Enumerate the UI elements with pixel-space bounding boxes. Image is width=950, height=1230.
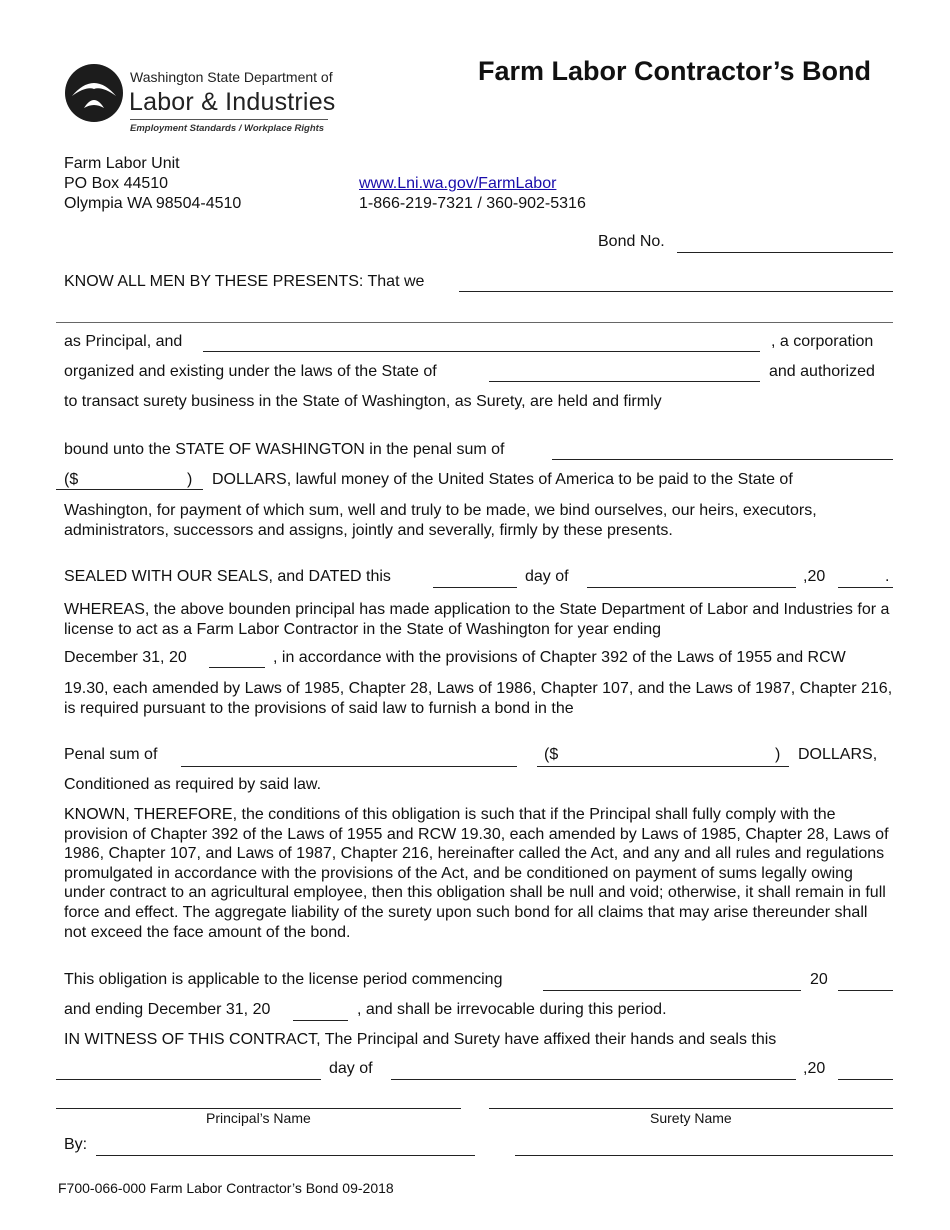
principal-by-field[interactable] — [96, 1155, 475, 1156]
know-all-label: KNOW ALL MEN BY THESE PRESENTS: That we — [64, 273, 425, 290]
dollar-open-2: ($ — [544, 746, 559, 763]
commencing-year-field[interactable] — [838, 990, 893, 991]
address-unit: Farm Labor Unit — [64, 155, 180, 172]
form-number-footer: F700-066-000 Farm Labor Contractor’s Bond 09-2018 — [58, 1180, 394, 1196]
penal-sum-words-field[interactable] — [552, 459, 893, 460]
and-authorized-label: and authorized — [769, 363, 875, 380]
penal-sum-words-field-2[interactable] — [181, 766, 517, 767]
commencing-date-field[interactable] — [543, 990, 801, 991]
dollar-close-2: ) — [775, 746, 781, 763]
conditioned-text: Conditioned as required by said law. — [64, 776, 322, 793]
penal-sum-amount-field-2[interactable] — [537, 766, 789, 767]
december-label: December 31, 20 — [64, 649, 187, 666]
by-label: By: — [64, 1136, 88, 1153]
bond-no-field[interactable] — [677, 252, 893, 253]
surety-by-field[interactable] — [515, 1155, 893, 1156]
dollar-open: ($ — [64, 471, 79, 488]
sealed-comma-20: ,20 — [803, 568, 826, 585]
penal-sum-amount-field[interactable] — [56, 489, 203, 490]
ending-year-field[interactable] — [209, 667, 265, 668]
organized-label: organized and existing under the laws of the State of — [64, 363, 437, 380]
sealed-period: . — [885, 568, 890, 585]
rcw-paragraph: 19.30, each amended by Laws of 1985, Chapter 28, Laws of 1986, Chapter 107, and the Laws of 1987, Chapter 216, is required pursuant to the provisions of said law to furnish a bond in the — [64, 680, 893, 717]
penal-sum-label: Penal sum of — [64, 746, 158, 763]
witness-day-of-label: day of — [329, 1060, 373, 1077]
witness-month-field[interactable] — [391, 1079, 796, 1080]
a-corporation-label: , a corporation — [771, 333, 874, 350]
witness-day-field[interactable] — [56, 1079, 321, 1080]
principal-name-signature-field[interactable] — [56, 1108, 461, 1109]
page-title: Farm Labor Contractor’s Bond — [478, 56, 872, 86]
website-link[interactable]: www.Lni.wa.gov/FarmLabor — [359, 175, 557, 192]
principals-name-label: Principal’s Name — [206, 1110, 311, 1126]
address-city: Olympia WA 98504-4510 — [64, 195, 242, 212]
lni-logo-mark-icon — [62, 62, 126, 124]
logo-tagline: Employment Standards / Workplace Rights — [130, 123, 325, 134]
sealed-day-field[interactable] — [433, 587, 517, 588]
sealed-month-field[interactable] — [587, 587, 796, 588]
surety-name-label: Surety Name — [650, 1110, 732, 1126]
witness-year-field[interactable] — [838, 1079, 893, 1080]
principal-name-field[interactable] — [459, 291, 893, 292]
ending-label: and ending December 31, 20 — [64, 1001, 271, 1018]
washington-paragraph: Washington, for payment of which sum, well and truly to be made, we bind ourselves, our heirs, executors, administrators, successors and assigns, jointly and severally, firmly by these presents. — [64, 502, 817, 539]
dollar-close: ) — [187, 471, 193, 488]
logo-divider — [130, 119, 328, 120]
full-width-field[interactable] — [56, 322, 893, 323]
sealed-label: SEALED WITH OUR SEALS, and DATED this — [64, 568, 391, 585]
sealed-year-field[interactable] — [838, 587, 893, 588]
phone-numbers: 1-866-219-7321 / 360-902-5316 — [359, 195, 586, 212]
address-box: PO Box 44510 — [64, 175, 169, 192]
obligation-label: This obligation is applicable to the license period commencing — [64, 971, 503, 988]
known-therefore-paragraph: KNOWN, THEREFORE, the conditions of this obligation is such that if the Principal shall fully comply with the provision of Chapter 392 of the Laws of 1955 and RCW 19.30, each amended by Laws of 1985, Chapter 28, Laws of 1986, Chapter 107, and Laws of 1987, Chapter 216, hereinafter called the Act, and any and all rules and regulations promulgated in accordance with the provisions of the Act, and be conditioned on payment of sums legally owing under contract to an agricultural employee, then this obligation shall be null and void; otherwise, it shall remain in full force and effect. The aggregate liability of the surety upon such bond for all claims that may arise thereunder shall not exceed the face amount of the bond. — [64, 806, 889, 941]
surety-company-field[interactable] — [203, 351, 760, 352]
obligation-20-label: 20 — [810, 971, 828, 988]
ending-year-field-2[interactable] — [293, 1020, 348, 1021]
dollars-comma-label: DOLLARS, — [798, 746, 878, 763]
witness-comma-20: ,20 — [803, 1060, 826, 1077]
irrevocable-text: , and shall be irrevocable during this period. — [357, 1001, 667, 1018]
transact-text: to transact surety business in the State of Washington, as Surety, are held and firmly — [64, 393, 662, 410]
bond-no-label: Bond No. — [598, 233, 665, 250]
dollars-lawful-text: DOLLARS, lawful money of the United States of America to be paid to the State of — [212, 471, 793, 488]
witness-text: IN WITNESS OF THIS CONTRACT, The Principal and Surety have affixed their hands and seals this — [64, 1031, 777, 1048]
logo-line2: Labor & Industries — [129, 88, 336, 116]
whereas-paragraph: WHEREAS, the above bounden principal has made application to the State Department of Labor and Industries for a license to act as a Farm Labor Contractor in the State of Washington for year ending — [64, 601, 890, 638]
sealed-day-of-label: day of — [525, 568, 569, 585]
surety-name-signature-field[interactable] — [489, 1108, 893, 1109]
state-field[interactable] — [489, 381, 760, 382]
as-principal-label: as Principal, and — [64, 333, 183, 350]
in-accordance-text: , in accordance with the provisions of Chapter 392 of the Laws of 1955 and RCW — [273, 649, 846, 666]
bound-unto-label: bound unto the STATE OF WASHINGTON in the penal sum of — [64, 441, 505, 458]
logo-line1: Washington State Department of — [130, 69, 333, 85]
